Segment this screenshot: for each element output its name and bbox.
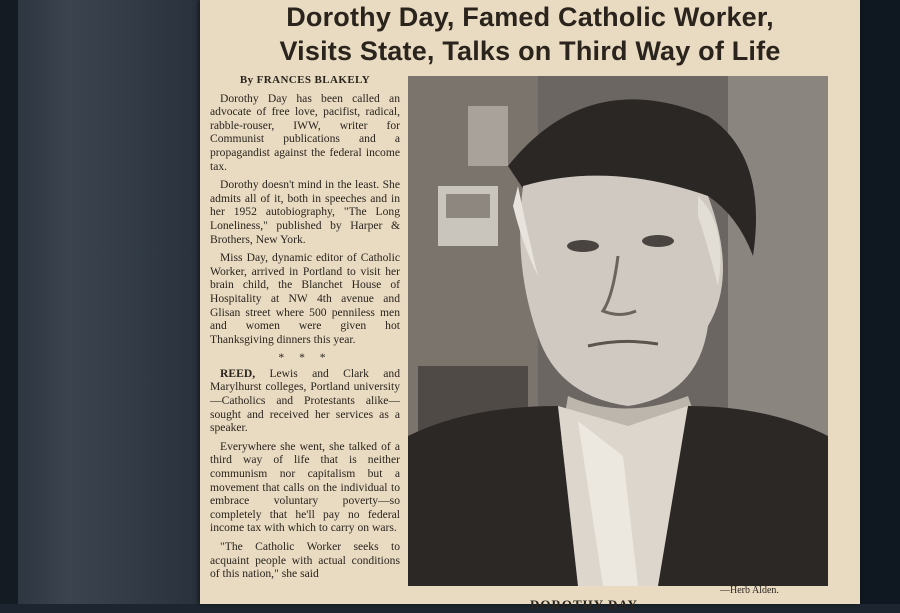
binder-spine	[0, 0, 18, 604]
article-paragraph: Miss Day, dynamic editor of Catholic Worker, arrived in Portland to visit her brain child, the Blanchet House of Hospitality at NW 4th avenue and Glisan street where 500 penniless men and women were given hot Thanksgiving dinners this year.	[210, 251, 400, 346]
photo-credit: —Herb Alden.	[720, 585, 779, 596]
article-paragraph: Everywhere she went, she talked of a third way of life that is neither communism nor capitalism but a movement that calls on the individual to embrace voluntary poverty—so completely that he'll pay no federal income tax with which to carry on wars.	[210, 439, 400, 535]
lead-word: REED,	[220, 366, 256, 380]
paragraph-text: Lewis and Clark and Marylhurst colleges, Portland university—Catholics and Protestants alike—sought and received her services as a speaker.	[210, 366, 400, 435]
article-column	[210, 74, 400, 586]
article-paragraph-reed	[210, 367, 400, 435]
headline-line-2: Visits State, Talks on Third Way of Life	[279, 36, 781, 66]
newspaper-clipping	[200, 0, 860, 612]
portrait-photo	[408, 76, 828, 586]
binder-cover	[0, 0, 230, 604]
article-paragraph: Dorothy doesn't mind in the least. She admits all of it, both in speeches and in her 1952 autobiography, "The Long Loneliness," published by Harper & Brothers, New York.	[210, 178, 400, 246]
article-paragraph: "The Catholic Worker seeks to acquaint people with actual conditions of this nation," she said	[210, 540, 400, 581]
section-separator: * * *	[278, 351, 332, 365]
byline: By FRANCES BLAKELY	[239, 74, 371, 86]
photo-caption: DOROTHY DAY	[530, 597, 638, 612]
article-paragraph: Dorothy Day has been called an advocate of free love, pacifist, radical, rabble-rouser, IWW, writer for Communist publications and a propagandist against the federal income tax.	[210, 91, 400, 173]
headline-line-1: Dorothy Day, Famed Catholic Worker,	[286, 2, 774, 32]
